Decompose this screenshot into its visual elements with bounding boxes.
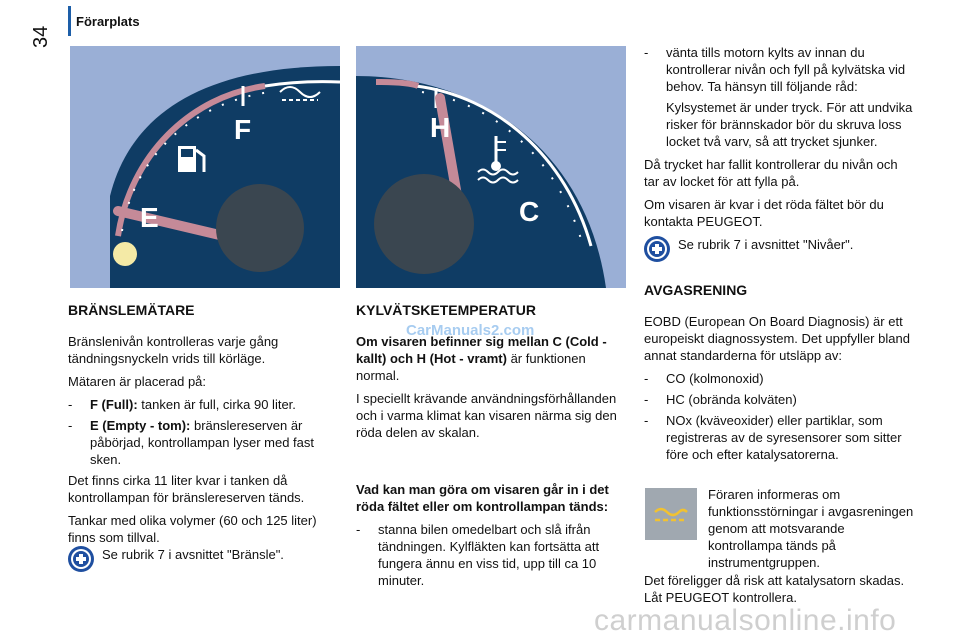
coolant-lead: Om visaren befinner sig mellan C (Cold - kallt) och H (Hot - vramt) <box>356 334 607 366</box>
list-item: - stanna bilen omedelbart och slå ifrån tändningen. Kylfläkten kan fortsätta att fungera ännu en viss tid, upp till ca 10 minuter. <box>356 522 600 588</box>
list-item: - E (Empty - tom): bränslereserven är påbörjad, kontrollampan lyser med fast sken. <box>68 418 315 467</box>
list-item: - vänta tills motorn kylts av innan du kontrollerar nivån och fyll på kylvätska vid behov. Ta hänsyn till följande råd: <box>644 45 906 94</box>
gauge-label-hot: H <box>430 112 451 143</box>
fuel-heading: BRÄNSLEMÄTARE <box>68 302 195 318</box>
levels-note <box>644 236 916 262</box>
right-paragraph-2: Om visaren är kvar i det röda fältet bör du kontakta PEUGEOT. <box>644 197 884 229</box>
info-plus-icon <box>68 546 94 572</box>
footer-watermark: carmanualsonline.info <box>594 604 897 637</box>
fuel-intro: Bränslenivån kontrolleras varje gång tändningsnyckeln vrids till körläge. <box>68 334 279 366</box>
coolant-heading: KYLVÄTSKETEMPERATUR <box>356 302 536 318</box>
fuel-note <box>68 546 340 572</box>
coolant-section: KYLVÄTSKETEMPERATUR Om visaren befinner sig mellan C (Cold - kallt) och H (Hot - vramt) är funktionen normal. I speciellt krävande användningsförhållanden och i varma klimat kan visaren närma sig den röda delen av skalan. Vad kan man göra om visaren går in i det röda fältet eller om kontrollampan tänds: - stanna bilen omedelbart och slå ifrån tändningen. Kylfläkten kan fortsätta att fungera ännu en viss tid, upp till ca 10 minuter. <box>356 302 628 593</box>
exhaust-section <box>644 282 916 467</box>
coolant-paragraph-2: I speciellt krävande användningsförhållanden och i varma klimat kan visaren närma sig den röda delen av skalan. <box>356 391 617 440</box>
coolant-question: Vad kan man göra om visaren går in i det röda fältet eller om kontrollampan tänds: <box>356 482 609 514</box>
right-paragraph-1: Då trycket har fallit kontrollerar du nivån och tar av locket för att fylla på. <box>644 157 898 189</box>
page-number: 34 <box>30 25 52 48</box>
fuel-section <box>68 302 340 552</box>
fuel-paragraph-3: Tankar med olika volymer (60 och 125 liter) finns som tillval. <box>68 513 317 545</box>
fuel-paragraph-2: Det finns cirka 11 liter kvar i tanken då kontrollampan för bränslereserven tänds. <box>68 473 305 505</box>
coolant-gauge-illustration <box>356 46 626 288</box>
section-title: Förarplats <box>76 14 140 29</box>
exhaust-intro: EOBD (European On Board Diagnosis) är ett europeiskt diagnossystem. Det uppfyller bland annat standarderna för utsläpp av: <box>644 314 910 363</box>
pressure-warning: Kylsystemet är under tryck. För att undvika risker för brännskador bör du skruva loss locket två varv, så att trycket sjunker. <box>666 100 913 149</box>
coolant-continued <box>644 44 916 262</box>
info-plus-icon <box>644 236 670 262</box>
levels-note-text: Se rubrik 7 i avsnittet "Nivåer". <box>678 237 854 252</box>
list-item: - HC (obrända kolväten) <box>644 392 797 407</box>
exhaust-final-paragraph: Det föreligger då risk att katalysatorn skadas. Låt PEUGEOT kontrollera. <box>644 573 905 605</box>
watermark: CarManuals2.com <box>406 322 535 339</box>
list-item: - CO (kolmonoxid) <box>644 371 764 386</box>
fuel-note-text: Se rubrik 7 i avsnittet "Bränsle". <box>102 547 284 562</box>
page-accent-bar <box>68 6 71 36</box>
fuel-placed: Mätaren är placerad på: <box>68 374 207 389</box>
catalyst-warning-icon <box>645 488 697 540</box>
fuel-gauge-illustration <box>70 46 340 288</box>
list-item: - NOx (kväveoxider) eller partiklar, som registreras av de syresensorer som sitter före och efter katalysatorerna. <box>644 413 902 462</box>
gauge-label-cold: C <box>519 196 540 227</box>
list-item: - F (Full): tanken är full, cirka 90 liter. <box>68 397 296 412</box>
lamp-text: Föraren informeras om funktionsstörningar i avgasreningen genom att motsvarande kontrollampa tänds på instrumentgruppen. <box>708 487 914 570</box>
exhaust-heading: AVGASRENING <box>644 282 748 298</box>
gauge-label-empty: E <box>140 202 159 233</box>
gauge-label-full: F <box>234 114 252 145</box>
